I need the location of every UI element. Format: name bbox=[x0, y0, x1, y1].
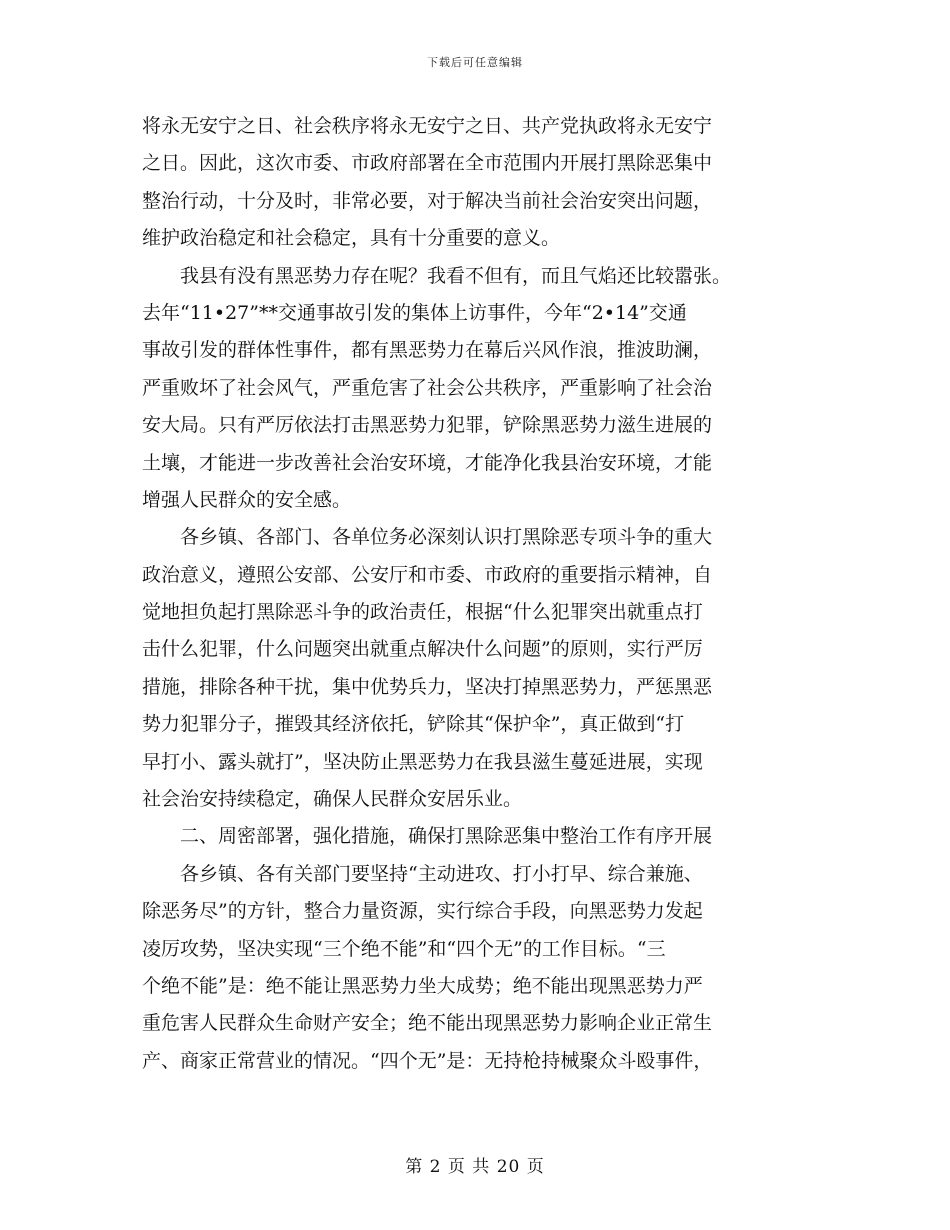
text-line: 社会治安持续稳定，确保人民群众安居乐业。 bbox=[142, 788, 523, 811]
text-line: 重危害人民群众生命财产安全；绝不能出现黑恶势力影响企业正常生 bbox=[142, 1012, 713, 1035]
text-line: 觉地担负起打黑除恶斗争的政治责任，根据“什么犯罪突出就重点打 bbox=[142, 601, 703, 624]
text-line: 事故引发的群体性事件，都有黑恶势力在幕后兴风作浪，推波助澜， bbox=[142, 339, 713, 362]
text-line: 将永无安宁之日、社会秩序将永无安宁之日、共产党执政将永无安宁 bbox=[142, 115, 713, 137]
text-line: 早打小、露头就打”，坚决防止黑恶势力在我县滋生蔓延进展，实现 bbox=[142, 750, 703, 773]
text-line: 严重败坏了社会风气，严重危害了社会公共秩序，严重影响了社会治 bbox=[142, 376, 713, 399]
text-line: 土壤，才能进一步改善社会治安环境，才能净化我县治安环境，才能 bbox=[142, 451, 713, 474]
text-line: 政治意义，遵照公安部、公安厅和市委、市政府的重要指示精神，自 bbox=[142, 563, 713, 586]
text-line: 维护政治稳定和社会稳定，具有十分重要的意义。 bbox=[142, 227, 561, 250]
paragraph-first-line: 各乡镇、各有关部门要坚持“主动进攻、打小打早、综合兼施、 bbox=[180, 862, 703, 885]
paragraph-first-line: 各乡镇、各部门、各单位务必深刻认识打黑除恶专项斗争的重大 bbox=[180, 526, 713, 549]
text-line: 整治行动，十分及时，非常必要，对于解决当前社会治安突出问题， bbox=[142, 189, 713, 212]
text-line: 之日。因此，这次市委、市政府部署在全市范围内开展打黑除恶集中 bbox=[142, 152, 713, 175]
text-line: 增强人民群众的安全感。 bbox=[142, 488, 352, 511]
document-body bbox=[142, 108, 802, 1080]
text-line: 措施，排除各种干扰，集中优势兵力，坚决打掉黑恶势力，严惩黑恶 bbox=[142, 675, 713, 698]
text-line: 凌厉攻势，坚决实现“三个绝不能”和“四个无”的工作目标。“三 bbox=[142, 937, 666, 960]
page-header: 下载后可任意编辑 bbox=[427, 56, 523, 69]
text-line: 产、商家正常营业的情况。“四个无”是：无持枪持械聚众斗殴事件， bbox=[142, 1049, 713, 1072]
paragraph-first-line: 我县有没有黑恶势力存在呢？我看不但有，而且气焰还比较嚣张。 bbox=[180, 264, 732, 287]
text-line: 去年“11•27”**交通事故引发的集体上访事件，今年“2•14”交通 bbox=[142, 301, 687, 324]
text-line: 安大局。只有严厉依法打击黑恶势力犯罪，铲除黑恶势力滋生进展的 bbox=[142, 414, 713, 437]
text-line: 势力犯罪分子，摧毁其经济依托，铲除其“保护伞”，真正做到“打 bbox=[142, 713, 685, 736]
section-heading: 二、周密部署，强化措施，确保打黑除恶集中整治工作有序开展 bbox=[180, 825, 713, 848]
text-line: 击什么犯罪，什么问题突出就重点解决什么问题”的原则，实行严厉 bbox=[142, 638, 703, 661]
text-line: 除恶务尽”的方针，整合力量资源，实行综合手段，向黑恶势力发起 bbox=[142, 900, 703, 923]
page-number-footer: 第 2 页 共 20 页 bbox=[405, 1157, 545, 1177]
text-line: 个绝不能”是：绝不能让黑恶势力坐大成势；绝不能出现黑恶势力严 bbox=[142, 974, 703, 997]
